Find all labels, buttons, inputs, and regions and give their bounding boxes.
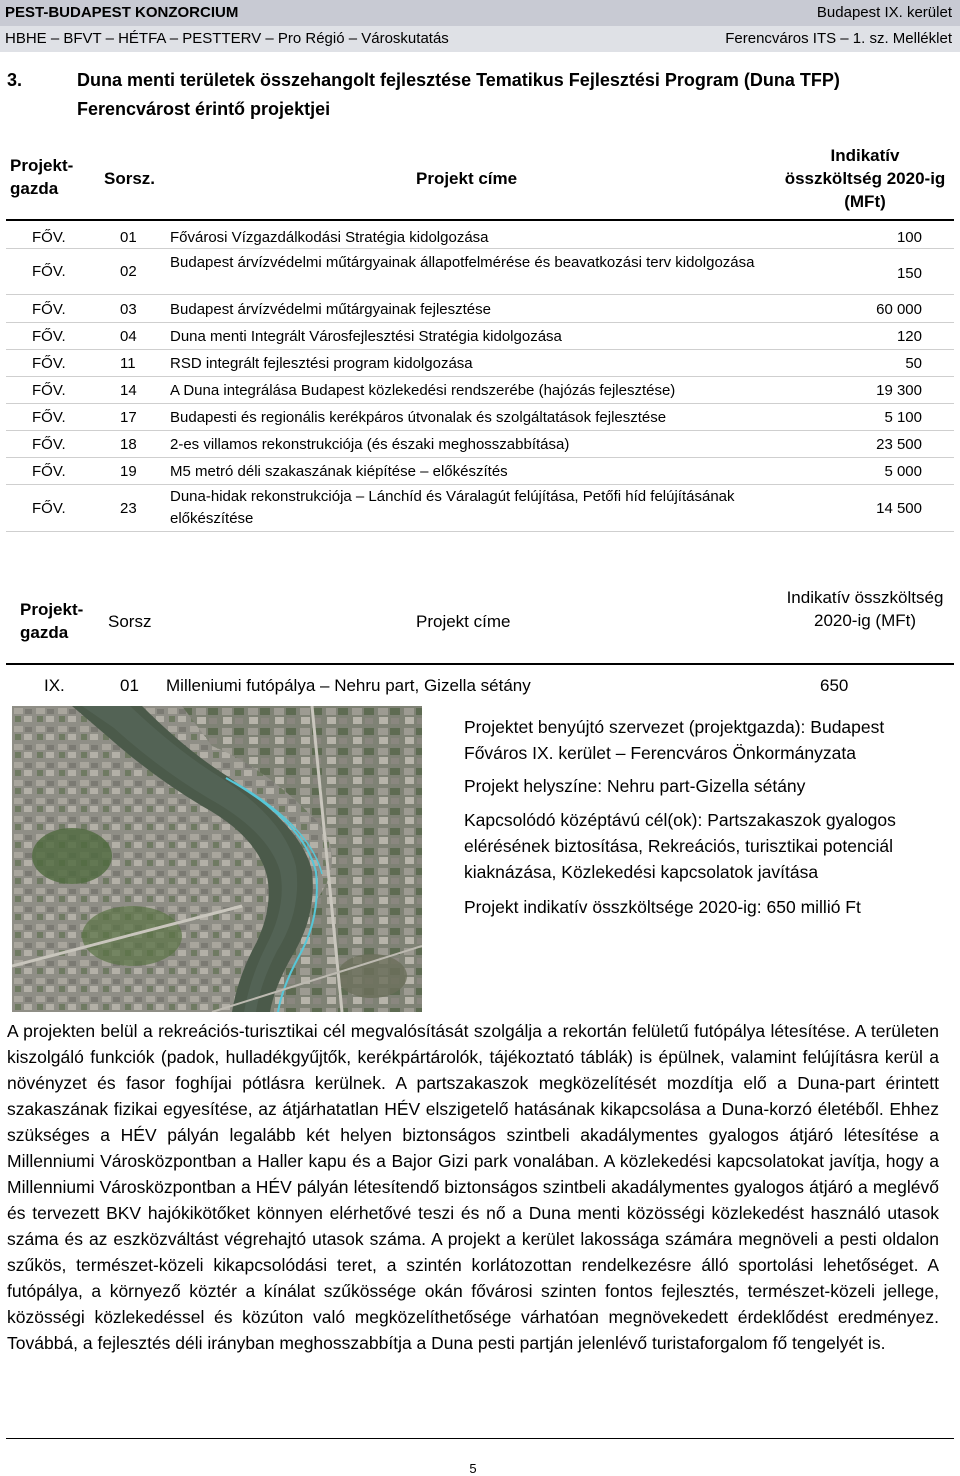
table-row (0, 405, 960, 431)
table-row (0, 486, 960, 532)
header-bar-top (0, 0, 960, 26)
project-goals-info: Kapcsolódó középtávú cél(ok): Partszakaszok gyalogos elérésének biztosítása, Rekreációs, turisztikai potenciál kiaknázása, Közlekedési kapcsolatok javítása (464, 810, 896, 882)
row-title: Duna menti Integrált Városfejlesztési Stratégia kidolgozása (170, 328, 562, 345)
table-row (0, 432, 960, 458)
row-cost: 120 (896, 328, 922, 345)
row-cost: 50 (905, 355, 922, 372)
project-cost-info: Projekt indikatív összköltsége 2020-ig: 650 millió Ft (464, 897, 861, 917)
row-owner: FŐV. (32, 409, 66, 426)
row-owner: FŐV. (32, 382, 66, 399)
section-number: 3. (7, 70, 23, 90)
row-title: Milleniumi futópálya – Nehru part, Gizella sétány (166, 676, 531, 695)
row-title: Duna-hidak rekonstrukciója – Lánchíd és Váralagút felújítása, Petőfi híd felújításának előkészítése (170, 488, 735, 527)
row-index: 11 (120, 355, 136, 372)
row-index: 18 (120, 436, 137, 453)
row-cost: 19 300 (876, 382, 922, 399)
row-owner: FŐV. (32, 436, 66, 453)
table1-header-owner: Projekt-gazda (10, 156, 74, 198)
row-cost: 60 000 (876, 301, 922, 318)
header-doc-ref: Ferencváros ITS – 1. sz. Melléklet (725, 30, 952, 47)
header-district: Budapest IX. kerület (816, 4, 952, 21)
table2-header-rule (6, 663, 954, 665)
table-row (0, 297, 960, 323)
row-title: Fővárosi Vízgazdálkodási Stratégia kidolgozása (170, 229, 489, 246)
row-cost: 14 500 (876, 500, 922, 517)
row-cost: 650 (820, 676, 849, 695)
row-title: 2-es villamos rekonstrukciója (és északi meghosszabbítása) (170, 436, 570, 453)
table1-header-cost: Indikatív összköltség 2020-ig (MFt) (784, 146, 946, 211)
row-title: Budapesti és regionális kerékpáros útvonalak és szolgáltatások fejlesztése (170, 409, 667, 426)
table-row (0, 378, 960, 404)
row-owner: IX. (44, 676, 65, 695)
row-index: 17 (120, 409, 137, 426)
table2-header-title: Projekt címe (416, 612, 511, 631)
row-index: 14 (120, 382, 137, 399)
header-partners: HBHE – BFVT – HÉTFA – PESTTERV – Pro Régió – Városkutatás (5, 30, 449, 47)
table-row (0, 351, 960, 377)
table-row (0, 676, 960, 702)
row-title: Budapest árvízvédelmi műtárgyainak fejlesztése (170, 301, 491, 318)
table1-header-index: Sorsz. (104, 169, 156, 188)
row-owner: FŐV. (32, 229, 66, 246)
row-cost: 150 (896, 265, 922, 282)
row-cost: 100 (896, 229, 922, 246)
body-paragraph: A projekten belül a rekreációs-turisztikai cél megvalósítását szolgálja a rekortán felületű futópálya létesítése. A területen kiszolgáló funkciók (padok, hulladékgyűjtők, kerékpártárolók, tájékoztató táblák) is épülnek, valamint felújításra kerül a növényzet és fasor foghíjai pótlásra kerülnek. A partszakaszok megközelítését mozdítja elő a Duna-part érintett szakaszának fizikai egyesítése, az átjárhatatlan HÉV elszigetelő hatásának kikapcsolása a Duna-korzó életéből. Ehhez szükséges a HÉV pályán legalább két helyen biztonságos szintbeli akadálymentes gyalogos átjáró létesítése a Millenniumi Városközpontban a Haller kapu és a Bajor Gizi park vonalában. A közlekedési kapcsolatokat javítja, hogy a Millenniumi Városközpontban a HÉV pályán létesítendő biztonságos szintbeli akadálymentes gyalogos átjáró a meglévő és tervezett BKV hajókikötőket könnyen elérhetővé teszi és nő a Duna menti közösségi közlekedést használó utasok száma és az eszközváltást végrehajtó utasok száma. A projekt a kerület lakossága számára megnöveli a pesti oldalon szűkös, természet-közeli kikapcsolódási teret, a szintén korlátozottan rendelkezésre álló sportolási lehetőséget. A futópálya, a környező köztér a kínálat szűkössége okán fővárosi szinten fontos fejlesztés, természet-közeli jellege, közösségi közlekedéssel és közúton való megközelíthetősége várhatóan megnövekedett érdeklődést eredményez. Továbbá, a fejlesztés déli irányban meghosszabbítja a Duna pesti partján jelenlévő turistaforgalom fő tengelyét is. (7, 1021, 939, 1353)
row-title: A Duna integrálása Budapest közlekedési rendszerébe (hajózás fejlesztése) (170, 382, 676, 399)
row-cost: 5 000 (884, 463, 922, 480)
row-title: Budapest árvízvédelmi műtárgyainak állapotfelmérése és beavatkozási terv kidolgozása (170, 254, 755, 271)
table1-header-rule (6, 219, 954, 221)
table2-header-index: Sorsz (108, 612, 152, 631)
row-cost: 23 500 (876, 436, 922, 453)
project-location-info: Projekt helyszíne: Nehru part-Gizella sétány (464, 776, 806, 796)
section-title-text: Duna menti területek összehangolt fejlesztése Tematikus Fejlesztési Program (Duna TFP) Ferencvárost érintő projektjei (77, 70, 840, 119)
table-row (0, 324, 960, 350)
row-title: RSD integrált fejlesztési program kidolgozása (170, 355, 473, 372)
table-row (0, 251, 960, 295)
header-bar-bottom (0, 26, 960, 52)
row-index: 23 (120, 500, 137, 517)
page-number: 5 (469, 1461, 477, 1476)
row-index: 01 (120, 229, 137, 246)
row-index: 19 (120, 463, 137, 480)
row-title: M5 metró déli szakaszának kiépítése – előkészítés (170, 463, 508, 480)
row-index: 02 (120, 263, 137, 280)
footer-rule (6, 1438, 954, 1439)
table1-header-title: Projekt címe (416, 169, 518, 188)
row-index: 04 (120, 328, 137, 345)
table2-header-cost: Indikatív összköltség 2020-ig (MFt) (786, 588, 944, 630)
row-owner: FŐV. (32, 301, 66, 318)
row-owner: FŐV. (32, 263, 66, 280)
row-owner: FŐV. (32, 500, 66, 517)
table2-header-owner: Projekt-gazda (20, 600, 84, 642)
row-index: 03 (120, 301, 137, 318)
project-owner-info: Projektet benyújtó szervezet (projektgazda): Budapest Főváros IX. kerület – Ferencváros Önkormányzata (464, 717, 885, 763)
table-row (0, 459, 960, 485)
row-owner: FŐV. (32, 355, 66, 372)
aerial-map-image (12, 706, 422, 1012)
row-cost: 5 100 (884, 409, 922, 426)
row-index: 01 (120, 676, 139, 695)
header-org: PEST-BUDAPEST KONZORCIUM (5, 4, 239, 21)
table-row (0, 225, 960, 249)
row-owner: FŐV. (32, 328, 66, 345)
row-owner: FŐV. (32, 463, 66, 480)
